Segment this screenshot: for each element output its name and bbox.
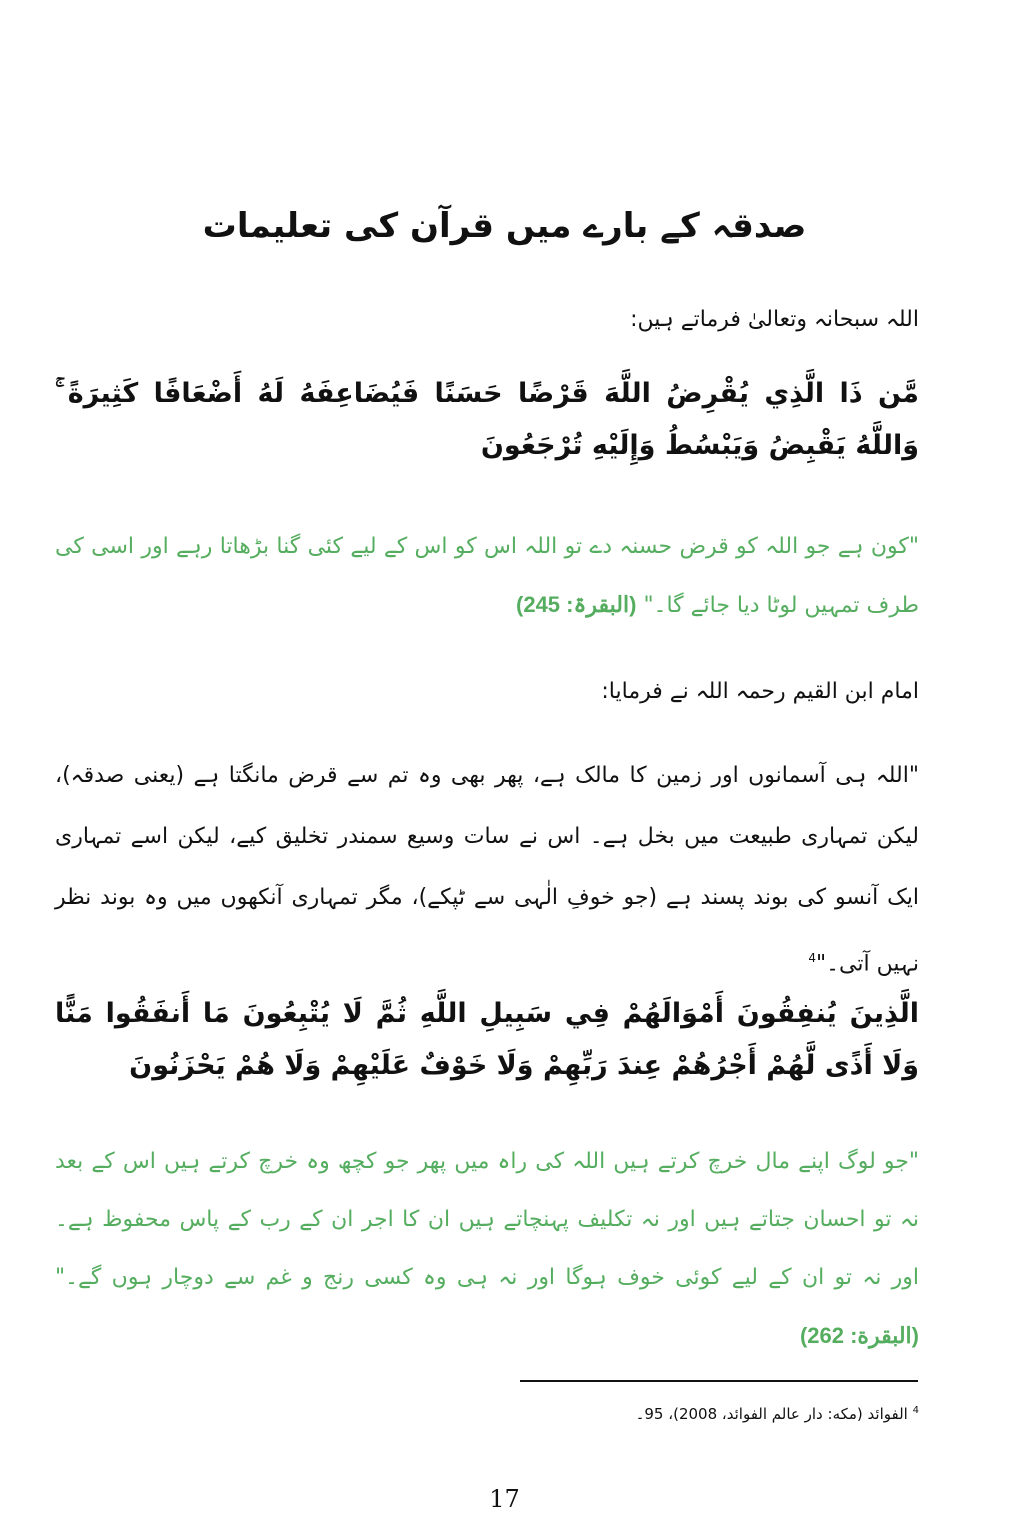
translation-1-reference: (البقرۃ: 245) <box>516 592 637 617</box>
translation-2-text: "جو لوگ اپنے مال خرچ کرتے ہیں اللہ کی راہ میں پھر جو کچھ وہ خرچ کرتے ہیں اس کے بعد نہ تو احسان جتاتے ہیں اور نہ تکلیف پہنچاتے ہیں ان کا اجر ان کے رب کے پاس محفوظ ہے۔ اور نہ تو ان کے لیے کوئی خوف ہوگا اور نہ ہی وہ کسی رنج و غم سے دوچار ہوں گے۔" <box>55 1149 919 1290</box>
footnote-divider <box>520 1380 918 1382</box>
translation-1 <box>55 518 919 635</box>
quran-verse-1: مَّن ذَا الَّذِي يُقْرِضُ اللَّهَ قَرْضًا حَسَنًا فَيُضَاعِفَهُ لَهُ أَضْعَافًا كَثِيرَةً ۚ وَاللَّهُ يَقْبِضُ وَيَبْسُطُ وَإِلَيْهِ تُرْجَعُونَ <box>55 378 919 461</box>
ibn-qayyim-quote <box>55 745 919 994</box>
quran-verse-2: الَّذِينَ يُنفِقُونَ أَمْوَالَهُمْ فِي سَبِيلِ اللَّهِ ثُمَّ لَا يُتْبِعُونَ مَا أَنفَقُوا مَنًّا وَلَا أَذًى لَّهُمْ أَجْرُهُمْ عِندَ رَبِّهِمْ وَلَا خَوْفٌ عَلَيْهِمْ وَلَا هُمْ يَحْزَنُونَ <box>55 998 919 1081</box>
footnote-text: الفوائد (مكه: دار عالم الفوائد، 2008)، 95۔ <box>635 1405 908 1423</box>
footnote <box>55 1405 919 1423</box>
translation-2 <box>55 1133 919 1366</box>
imam-attribution: امام ابن القیم رحمہ اللہ نے فرمایا: <box>601 679 919 704</box>
translation-1-text: "کون ہے جو اللہ کو قرض حسنہ دے تو اللہ اس کو اس کے لیے کئی گنا بڑھاتا رہے اور اسی کی طرف تمہیں لوٹا دیا جائے گا۔" <box>55 534 919 618</box>
page-number: 17 <box>489 1485 520 1513</box>
translation-2-reference: (البقرة: 262) <box>799 1323 919 1348</box>
intro-line: اللہ سبحانہ وتعالیٰ فرماتے ہیں: <box>630 307 919 332</box>
footnote-marker: 4 <box>912 1405 919 1416</box>
footnote-reference[interactable]: 4 <box>808 951 817 965</box>
quote-text: "اللہ ہی آسمانوں اور زمین کا مالک ہے، پھر بھی وہ تم سے قرض مانگتا ہے (یعنی صدقہ)، لیکن تمہاری طبیعت میں بخل ہے۔ اس نے سات وسیع سمندر تخلیق کیے، لیکن اسے تمہاری ایک آنسو کی بوند پسند ہے (جو خوفِ الٰہی سے ٹپکے)، مگر تمہاری آنکھوں میں وہ بوند نظر نہیں آتی۔" <box>55 763 919 977</box>
page-title: صدقہ کے بارے میں قرآن کی تعلیمات <box>202 206 807 246</box>
